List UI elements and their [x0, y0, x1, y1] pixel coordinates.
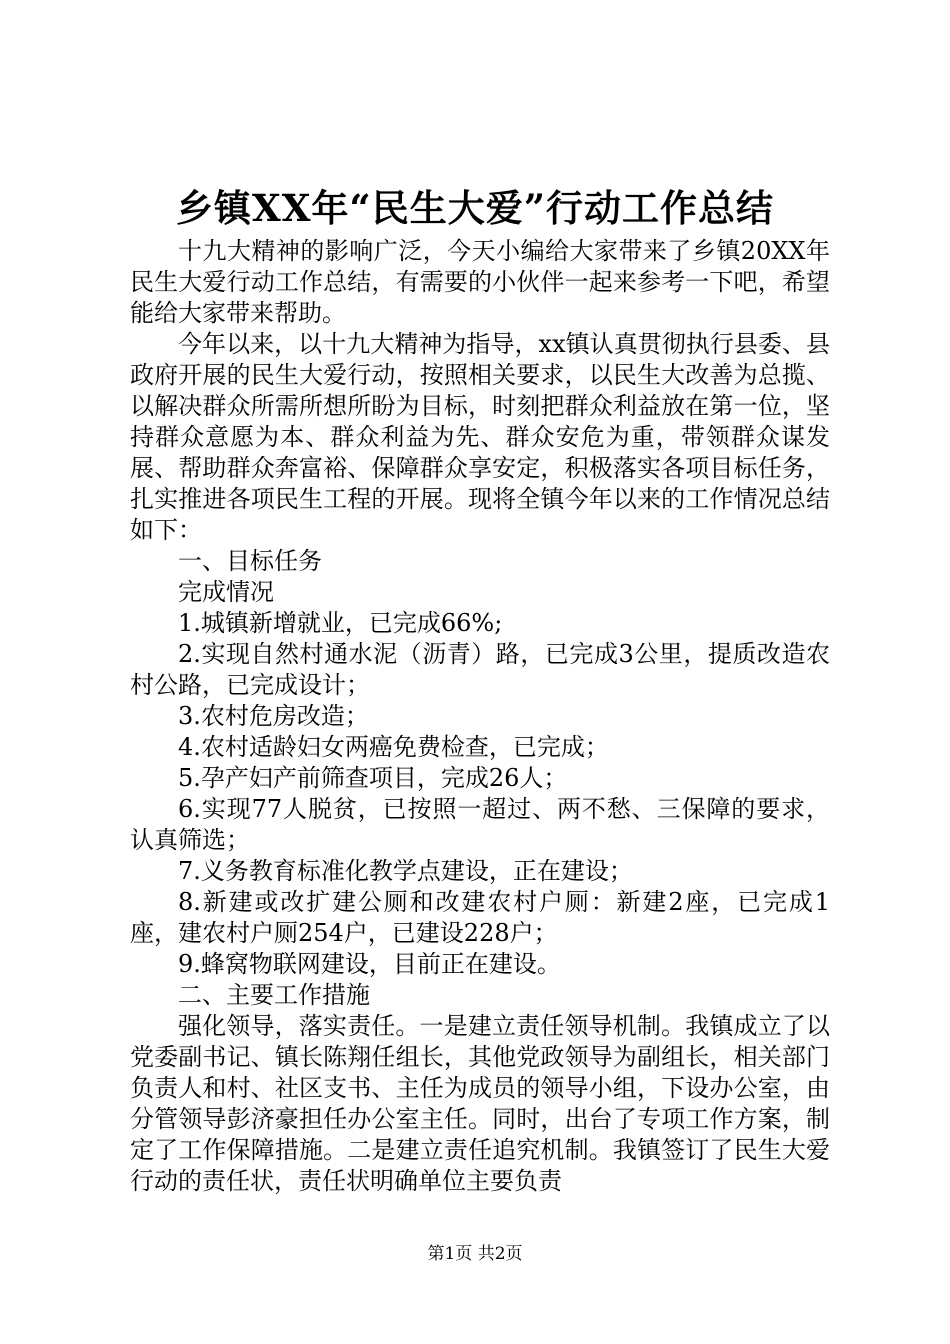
- paragraph-leadership: 强化领导，落实责任。一是建立责任领导机制。我镇成立了以党委副书记、镇长陈翔任组长，其他党政领导为副组长，相关部门负责人和村、社区支书、主任为成员的领导小组，下设办公室，由分管领导彭济豪担任办公室主任。同时，出台了专项工作方案，制定了工作保障措施。二是建立责任追究机制。我镇签订了民生大爱行动的责任状，责任状明确单位主要负责: [130, 1012, 830, 1195]
- subheading-completion: 完成情况: [178, 578, 274, 606]
- list-item-6: 6.实现77人脱贫，已按照一超过、两不愁、三保障的要求，认真筛选；: [130, 795, 830, 854]
- section-heading-targets: 一、目标任务: [178, 547, 322, 575]
- list-item-2: 2.实现自然村通水泥（沥青）路，已完成3公里，提质改造农村公路，已完成设计；: [130, 640, 830, 699]
- document-title: 乡镇XX年“民生大爱”行动工作总结: [176, 186, 774, 230]
- document-body: [130, 236, 830, 1197]
- page-footer: 第1页 共2页: [427, 1244, 523, 1264]
- list-item-4: 4.农村适龄妇女两癌免费检查，已完成；: [178, 733, 609, 761]
- list-item-7: 7.义务教育标准化教学点建设，正在建设；: [178, 857, 633, 885]
- list-item-3: 3.农村危房改造；: [178, 702, 369, 730]
- list-item-1: 1.城镇新增就业，已完成66%;: [178, 609, 503, 637]
- section-heading-measures: 二、主要工作措施: [178, 981, 370, 1009]
- paragraph-overview: 今年以来，以十九大精神为指导，xx镇认真贯彻执行县委、县政府开展的民生大爱行动，按照相关要求，以民生大改善为总揽、以解决群众所需所想所盼为目标，时刻把群众利益放在第一位，坚持群众意愿为本、群众利益为先、群众安危为重，带领群众谋发展、帮助群众奔富裕、保障群众享安定，积极落实各项目标任务，扎实推进各项民生工程的开展。现将全镇今年以来的工作情况总结如下：: [130, 330, 830, 544]
- paragraph-intro: 十九大精神的影响广泛，今天小编给大家带来了乡镇20XX年民生大爱行动工作总结，有需要的小伙伴一起来参考一下吧，希望能给大家带来帮助。: [130, 237, 830, 327]
- list-item-8: 8.新建或改扩建公厕和改建农村户厕：新建2座，已完成1座，建农村户厕254户，已建设228户；: [130, 888, 830, 947]
- list-item-5: 5.孕产妇产前筛查项目，完成26人；: [178, 764, 568, 792]
- list-item-9: 9.蜂窝物联网建设，目前正在建设。: [178, 950, 561, 978]
